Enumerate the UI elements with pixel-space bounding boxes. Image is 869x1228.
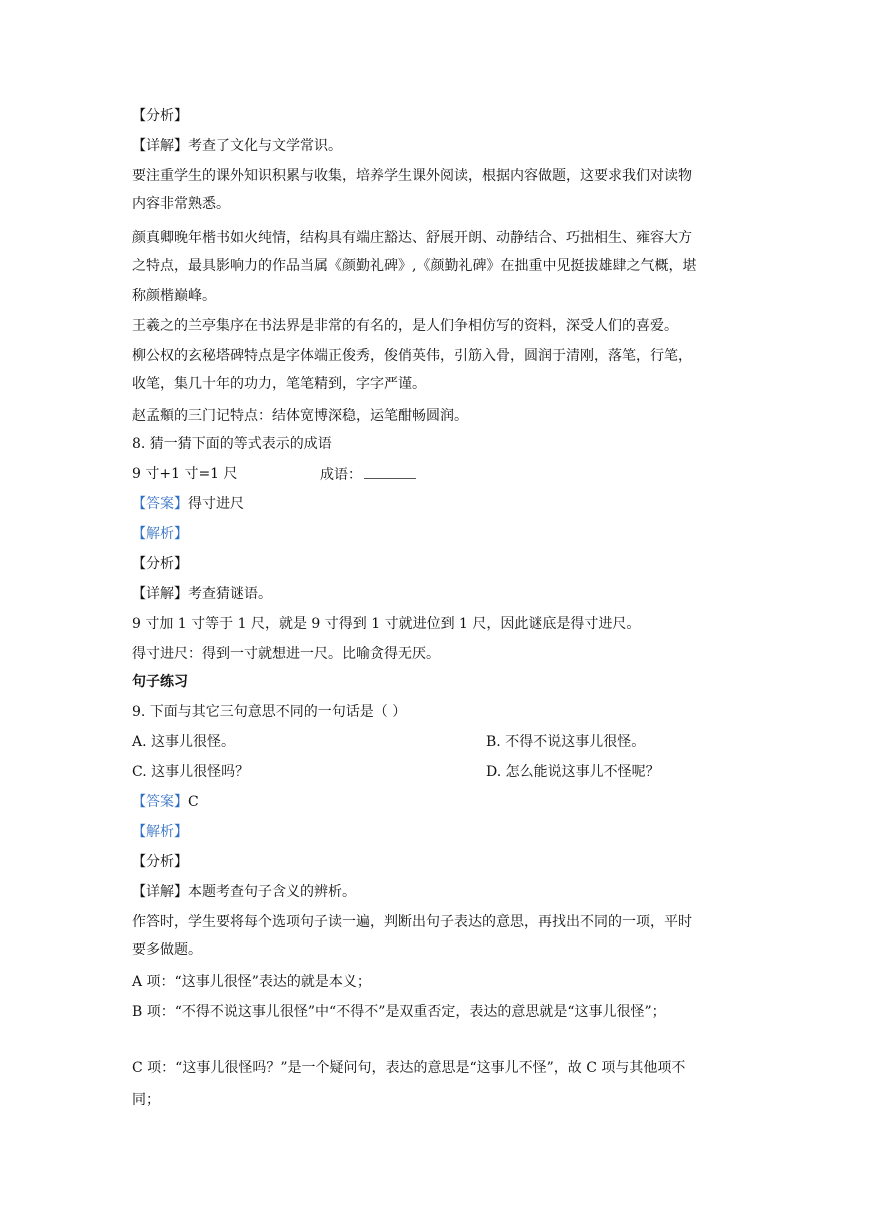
paragraph-text: 得寸进尺：得到一寸就想进一尺。比喻贪得无厌。: [132, 646, 440, 662]
detail-line: 【详解】本题考查句子含义的辨析。: [132, 884, 356, 900]
option-d: D. 怎么能说这事儿不怪呢？: [486, 764, 660, 780]
paragraph-text: 之特点，最具影响力的作品当属《颜勤礼碑》,《颜勤礼碑》在拙重中见挺拔雄肆之气概，堪: [132, 258, 697, 274]
explain-label: 【解析】: [132, 824, 188, 840]
paragraph-text: 收笔，集几十年的功力，笔笔精到，字字严谨。: [132, 376, 426, 392]
item-a-text: A 项：“这事儿很怪”表达的就是本义；: [132, 974, 371, 990]
question-9: 9. 下面与其它三句意思不同的一句话是（ ）: [132, 704, 407, 720]
analysis-label: 【分析】: [132, 556, 188, 572]
answer-blank: [364, 464, 416, 479]
item-b-text: B 项：“不得不说这事儿很怪”中“不得不”是双重否定，表达的意思就是“这事儿很怪”；: [132, 1004, 666, 1020]
answer-line: [132, 494, 244, 514]
section-title: 句子练习: [132, 674, 188, 690]
paragraph-text: 要注重学生的课外知识积累与收集，培养学生课外阅读，根据内容做题，这要求我们对读物: [132, 168, 692, 184]
paragraph-text: 称颜楷巅峰。: [132, 288, 216, 304]
equation: 9 寸+1 寸=1 尺: [132, 466, 238, 482]
explain-label: 【解析】: [132, 526, 188, 542]
question-8: 8. 猜一猜下面的等式表示的成语: [132, 436, 332, 452]
answer-label: 【答案】: [132, 794, 188, 810]
item-c-text: C 项：“这事儿很怪吗？”是一个疑问句，表达的意思是“这事儿不怪”，故 C 项与其他项不: [132, 1060, 686, 1076]
paragraph-text: 要多做题。: [132, 942, 202, 958]
answer-value: C: [188, 794, 199, 810]
answer-line: [132, 792, 199, 812]
paragraph-text: 内容非常熟悉。: [132, 196, 230, 212]
paragraph-text: 柳公权的玄秘塔碑特点是字体端正俊秀，俊俏英伟，引筋入骨，圆润于清刚，落笔，行笔，: [132, 348, 692, 364]
paragraph-text: 王羲之的兰亭集序在书法界是非常的有名的，是人们争相仿写的资料，深受人们的喜爱。: [132, 318, 678, 334]
answer-label: 【答案】: [132, 496, 188, 512]
paragraph-text: 9 寸加 1 寸等于 1 尺，就是 9 寸得到 1 寸就进位到 1 尺，因此谜底是得寸进尺。: [132, 616, 641, 632]
detail-line: 【详解】考查猜谜语。: [132, 586, 272, 602]
analysis-label: 【分析】: [132, 108, 188, 124]
option-b: B. 不得不说这事儿很怪。: [486, 734, 646, 750]
idiom-prompt: [320, 464, 416, 485]
paragraph-text: 颜真卿晚年楷书如火纯情，结构具有端庄豁达、舒展开朗、动静结合、巧拙相生、雍容大方: [132, 230, 692, 246]
detail-line: 【详解】考查了文化与文学常识。: [132, 138, 342, 154]
answer-value: 得寸进尺: [188, 496, 244, 512]
item-c-text: 同；: [132, 1092, 160, 1108]
paragraph-text: 作答时，学生要将每个选项句子读一遍，判断出句子表达的意思，再找出不同的一项，平时: [132, 914, 692, 930]
option-a: A. 这事儿很怪。: [132, 734, 236, 750]
paragraph-text: 赵孟頫的三门记特点：结体宽博深稳，运笔酣畅圆润。: [132, 408, 468, 424]
option-c: C. 这事儿很怪吗？: [132, 764, 250, 780]
analysis-label: 【分析】: [132, 854, 188, 870]
idiom-label: 成语：: [320, 467, 362, 483]
